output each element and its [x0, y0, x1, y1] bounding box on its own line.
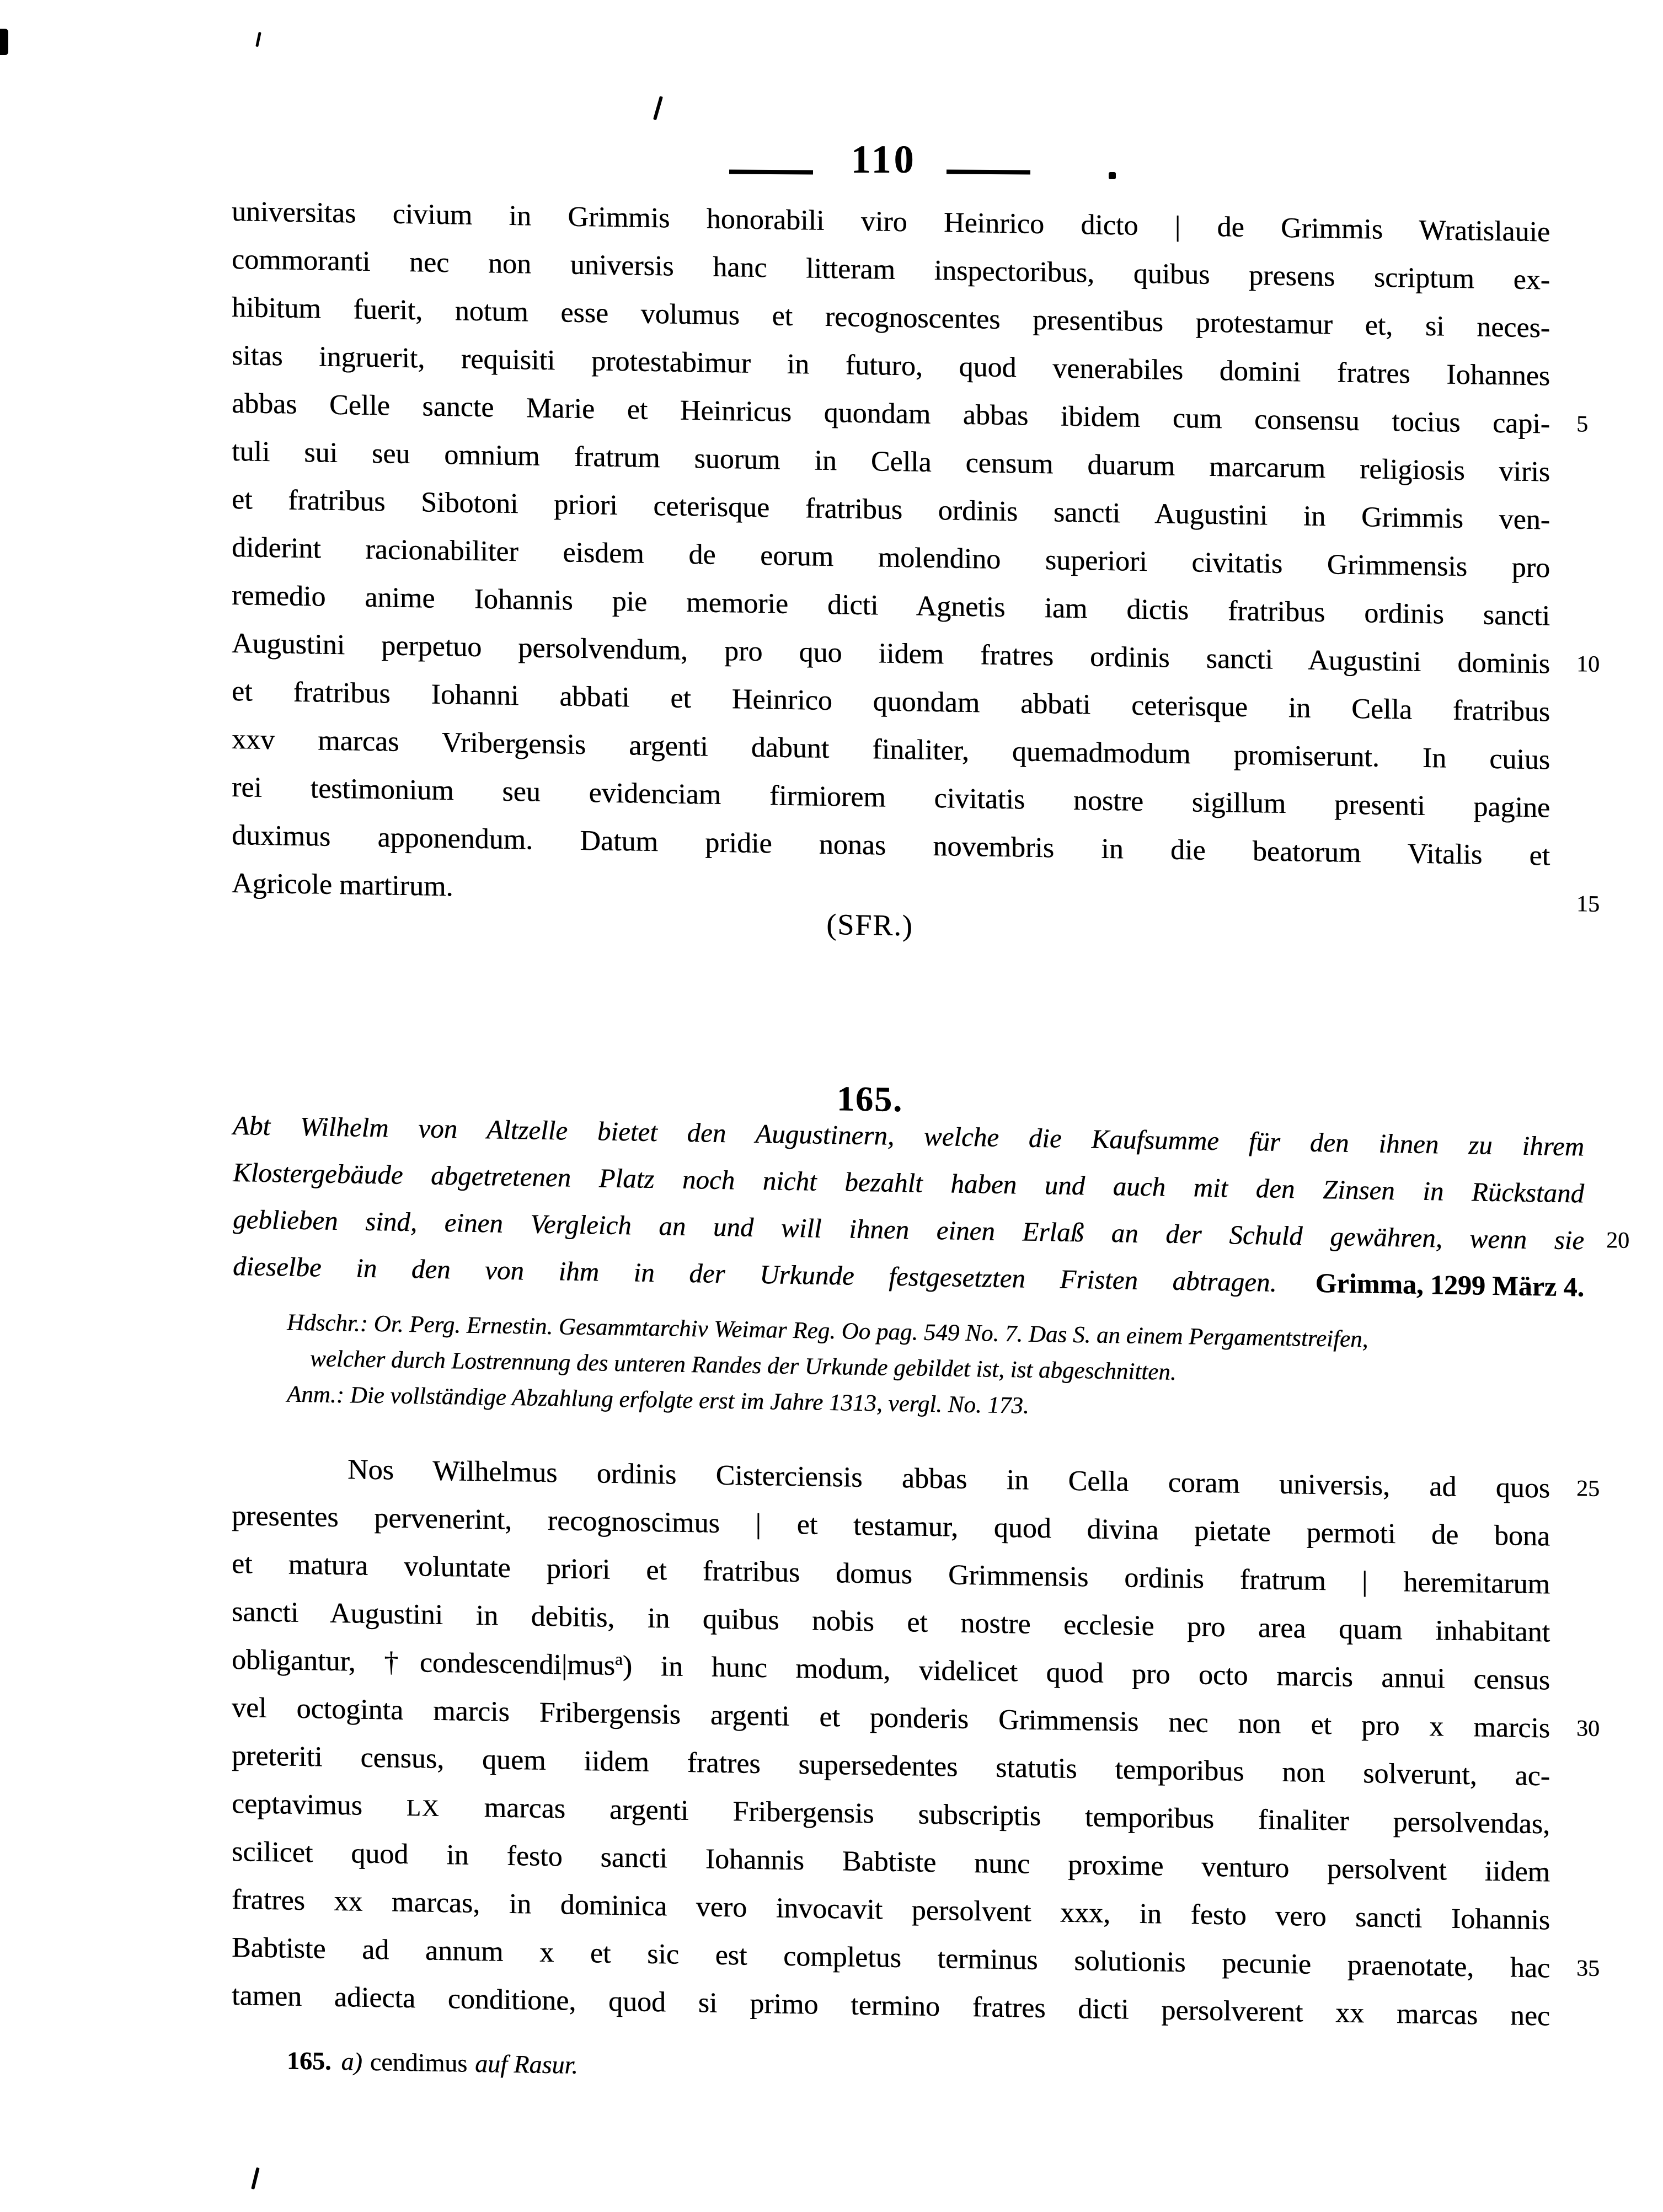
text-line: commoranti nec non universis hanc litteram inspectoribus, quibus presens scriptum ex- [232, 244, 1550, 296]
text-line: abbas Celle sancte Marie et Heinricus quondam abbas ibidem cum consensu tocius capi- [232, 388, 1550, 440]
page-number: 110 [851, 137, 917, 181]
text-line: Agricole martirum. [232, 867, 453, 903]
text-line: sitas ingruerit, requisiti protestabimur in futuro, quod venerabiles domini fratres Iohannes [232, 340, 1550, 392]
text-line: tuli sui seu omnium fratrum suorum in Cella censum duarum marcarum religiosis viris [232, 436, 1550, 488]
charter-summary [233, 1102, 1584, 1310]
footnote-reference-mark: a [614, 1649, 623, 1669]
page-content [232, 188, 1629, 2139]
text-line: diderint racionabiliter eisdem de eorum molendino superiori civitatis Grimmensis pro [232, 532, 1550, 584]
text-line: Babtiste ad annum x et sic est completus terminus solutionis pecunie praenotate, hac [232, 1932, 1550, 1984]
text-line: fratres xx marcas, in dominica vero invocavit persolvent xxx, in festo vero sancti Iohannis [232, 1884, 1550, 1936]
text-line: tamen adiecta conditione, quod si primo termino fratres dicti persolverent xx marcas nec [232, 1980, 1550, 2032]
footnote-note: auf Rasur. [475, 2049, 578, 2079]
scan-artifact-tick [653, 96, 663, 120]
margin-line-number: 15 [1576, 891, 1600, 917]
text-line: preteriti census, quem iidem fratres supersedentes statutis temporibus non solverunt, ac- [232, 1740, 1550, 1792]
margin-line-number: 20 [1606, 1228, 1629, 1254]
text-line: hibitum fuerit, notum esse volumus et recognoscentes presentibus protestamur et, si neces- [232, 292, 1550, 344]
summary-line: geblieben sind, einen Vergleich an und will ihnen einen Erlaß an der Schuld gewähren, wenn sie [233, 1204, 1584, 1256]
text-line: et matura voluntate priori et fratribus domus Grimmensis ordinis fratrum | heremitarum [232, 1548, 1550, 1600]
margin-line-number: 35 [1576, 1956, 1600, 1981]
scan-artifact-tick [255, 32, 261, 47]
margin-line-number: 5 [1576, 411, 1588, 437]
footnote-reading: cendimus [370, 2047, 468, 2077]
header-dash-left [729, 169, 813, 174]
header-dash-right [947, 169, 1030, 174]
source-notes [287, 1305, 1550, 1432]
roman-numeral-smallcaps: LX [406, 1795, 440, 1822]
summary-line: Klostergebäude abgetretenen Platz noch nicht bezahlt haben und auch mit den Zinsen in Rückstand [233, 1157, 1584, 1209]
text-line: scilicet quod in festo sancti Iohannis Babtiste nunc proxime venturo persolvent iidem [232, 1836, 1550, 1888]
scan-artifact-dot [1109, 172, 1116, 179]
text-line: duximus apponendum. Datum pridie nonas novembris in die beatorum Vitalis et [232, 820, 1550, 872]
text-line: rei testimonium seu evidenciam firmiorem civitatis nostre sigillum presenti pagine [232, 772, 1550, 824]
text-line: universitas civium in Grimmis honorabili viro Heinrico dicto | de Grimmis Wratislauie [232, 196, 1550, 248]
text-line: sancti Augustini in debitis, in quibus nobis et nostre ecclesie pro area quam inhabitant [232, 1596, 1550, 1648]
charter-165-body [232, 1444, 1550, 2040]
margin-line-number: 25 [1576, 1476, 1600, 1502]
text-line: presentes pervenerint, recognoscimus | et testamur, quod divina pietate permoti de bona [232, 1500, 1550, 1552]
text-line: et fratribus Iohanni abbati et Heinrico quondam abbati ceterisque in Cella fratribus [232, 676, 1550, 728]
summary-line: dieselbe in den von ihm in der Urkunde festgesetzten Fristen abtragen. [233, 1251, 1277, 1298]
footnote-marker: a) [341, 2047, 362, 2076]
scan-artifact-tick [251, 2167, 259, 2189]
charter-164-continuation [232, 188, 1550, 928]
note-line: Hdschr.: Or. Perg. Ernestin. Gesammtarchiv Weimar Reg. Oo pag. 549 No. 7. Das S. an einem Pergamentstreifen, [287, 1309, 1368, 1353]
seal-note: (SFR.) [826, 907, 913, 942]
text-line: Augustini perpetuo persolvendum, pro quo iidem fratres ordinis sancti Augustini dominis [232, 628, 1550, 680]
margin-line-number: 10 [1576, 651, 1600, 677]
text-line: vel octoginta marcis Fribergensis argenti et ponderis Grimmensis nec non et pro x marcis [232, 1692, 1550, 1744]
charter-number-heading: 165. [837, 1079, 903, 1120]
text-line: Nos Wilhelmus ordinis Cisterciensis abbas in Cella coram universis, ad quos [347, 1454, 1550, 1504]
footnote-number: 165. [287, 2046, 331, 2075]
text-segment: marcas argenti Fribergensis subscriptis temporibus finaliter persolvendas, [440, 1791, 1550, 1840]
text-segment: ceptavimus [232, 1788, 407, 1822]
text-line: et fratribus Sibotoni priori ceterisque fratribus ordinis sancti Augustini in Grimmis ven- [232, 484, 1550, 536]
scan-artifact-corner [0, 29, 8, 55]
text-line: remedio anime Iohannis pie memorie dicti Agnetis iam dictis fratribus ordinis sancti [232, 580, 1550, 632]
charter-dateline: Grimma, 1299 März 4. [1315, 1267, 1584, 1303]
footnote [287, 2046, 578, 2080]
text-segment: obligantur, †condescendi|mus [232, 1644, 615, 1681]
summary-line: Abt Wilhelm von Altzelle bietet den Augustinern, welche die Kaufsumme für den ihnen zu ihrem [233, 1110, 1584, 1162]
text-segment: ) in hunc modum, videlicet quod pro octo marcis annui census [622, 1650, 1550, 1696]
note-line: Anm.: Die vollständige Abzahlung erfolgte erst im Jahre 1313, vergl. No. 173. [287, 1381, 1029, 1419]
note-line: welcher durch Lostrennung des unteren Randes der Urkunde gebildet ist, ist abgeschnitten. [310, 1346, 1177, 1385]
text-line: xxv marcas Vribergensis argenti dabunt finaliter, quemadmodum promiserunt. In cuius [232, 724, 1550, 776]
margin-line-number: 30 [1576, 1716, 1600, 1742]
